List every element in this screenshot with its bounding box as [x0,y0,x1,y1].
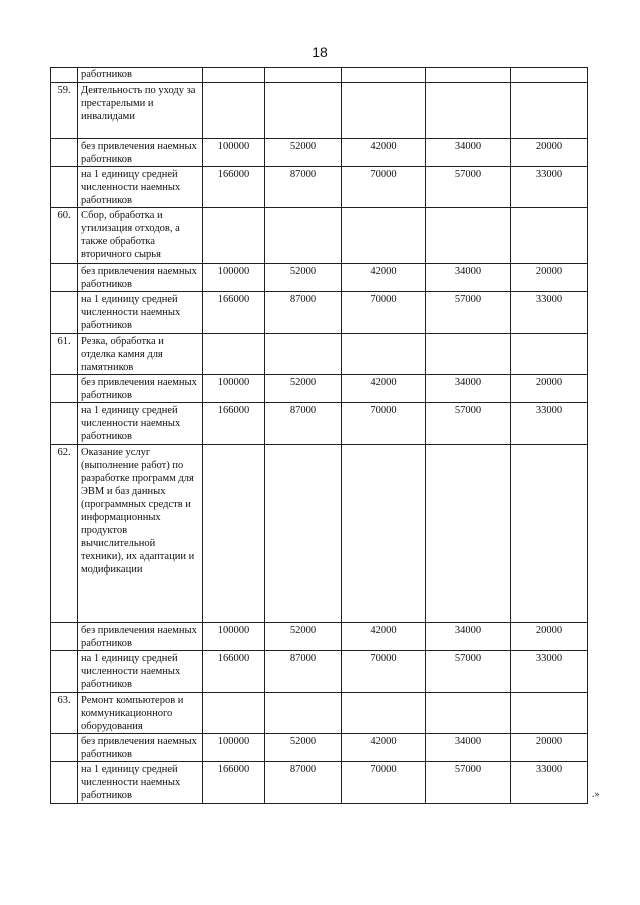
value-cell: 33000 [511,167,588,208]
value-cell: 34000 [426,623,511,651]
row-label: без привлечения наемных работников [78,734,203,762]
row-label: на 1 единицу средней численности наемных работников [78,292,203,334]
value-cell: 166000 [203,651,265,693]
section-header-row [51,334,588,375]
row-label: без привлечения наемных работников [78,139,203,167]
row-label: на 1 единицу средней численности наемных работников [78,762,203,804]
value-cell: 20000 [511,623,588,651]
value-cell: 70000 [342,651,426,693]
table-row [51,375,588,403]
table-row [51,292,588,334]
table-row [51,264,588,292]
table-row [51,734,588,762]
table-row [51,651,588,693]
value-cell: 20000 [511,734,588,762]
section-header-row [51,693,588,734]
value-cell: 87000 [265,292,342,334]
value-cell: 87000 [265,762,342,804]
section-number: 61. [51,334,78,375]
value-cell: 87000 [265,651,342,693]
section-title: Оказание услуг (выполнение работ) по разработке программ для ЭВМ и баз данных (программных средств и информационных продуктов вычислительной техники), их адаптации и модификации [78,445,203,623]
value-cell: 34000 [426,139,511,167]
value-cell: 70000 [342,403,426,445]
value-cell: 52000 [265,623,342,651]
tax-rates-table [50,67,588,804]
table-row [51,403,588,445]
row-label: работников [78,68,203,83]
section-number: 59. [51,83,78,139]
value-cell: 70000 [342,762,426,804]
table-row [51,139,588,167]
value-cell: 33000 [511,651,588,693]
value-cell: 166000 [203,403,265,445]
section-header-row [51,208,588,264]
section-title: Сбор, обработка и утилизация отходов, а также обработка вторичного сырья [78,208,203,264]
value-cell: 34000 [426,375,511,403]
section-title: Резка, обработка и отделка камня для памятников [78,334,203,375]
value-cell: 42000 [342,734,426,762]
value-cell: 166000 [203,167,265,208]
section-header-row [51,445,588,623]
section-title: Ремонт компьютеров и коммуникационного оборудования [78,693,203,734]
closing-quote: .» [592,789,600,800]
table-row [51,762,588,804]
section-header-row [51,83,588,139]
value-cell: 166000 [203,762,265,804]
row-label: без привлечения наемных работников [78,623,203,651]
table-row [51,623,588,651]
value-cell: 42000 [342,375,426,403]
value-cell: 34000 [426,734,511,762]
section-number: 62. [51,445,78,623]
row-label: без привлечения наемных работников [78,375,203,403]
value-cell: 52000 [265,264,342,292]
value-cell: 70000 [342,167,426,208]
value-cell: 87000 [265,403,342,445]
section-number: 60. [51,208,78,264]
value-cell: 100000 [203,264,265,292]
row-label: без привлечения наемных работников [78,264,203,292]
value-cell: 100000 [203,375,265,403]
value-cell: 33000 [511,762,588,804]
value-cell: 33000 [511,292,588,334]
value-cell: 34000 [426,264,511,292]
value-cell: 52000 [265,375,342,403]
section-title: Деятельность по уходу за престарелыми и инвалидами [78,83,203,139]
value-cell: 42000 [342,139,426,167]
value-cell: 20000 [511,264,588,292]
value-cell: 42000 [342,623,426,651]
value-cell: 57000 [426,762,511,804]
value-cell: 52000 [265,734,342,762]
row-label: на 1 единицу средней численности наемных работников [78,403,203,445]
value-cell: 87000 [265,167,342,208]
value-cell: 70000 [342,292,426,334]
value-cell: 166000 [203,292,265,334]
row-label: на 1 единицу средней численности наемных работников [78,651,203,693]
value-cell: 42000 [342,264,426,292]
value-cell: 57000 [426,292,511,334]
value-cell: 57000 [426,651,511,693]
value-cell: 20000 [511,139,588,167]
value-cell: 57000 [426,403,511,445]
section-number: 63. [51,693,78,734]
value-cell: 100000 [203,623,265,651]
value-cell: 100000 [203,734,265,762]
value-cell: 57000 [426,167,511,208]
table-row [51,68,588,83]
row-number-cell [51,68,78,83]
table-row [51,167,588,208]
value-cell: 52000 [265,139,342,167]
row-label: на 1 единицу средней численности наемных работников [78,167,203,208]
page-number: 18 [312,44,328,60]
value-cell: 33000 [511,403,588,445]
value-cell: 100000 [203,139,265,167]
value-cell: 20000 [511,375,588,403]
